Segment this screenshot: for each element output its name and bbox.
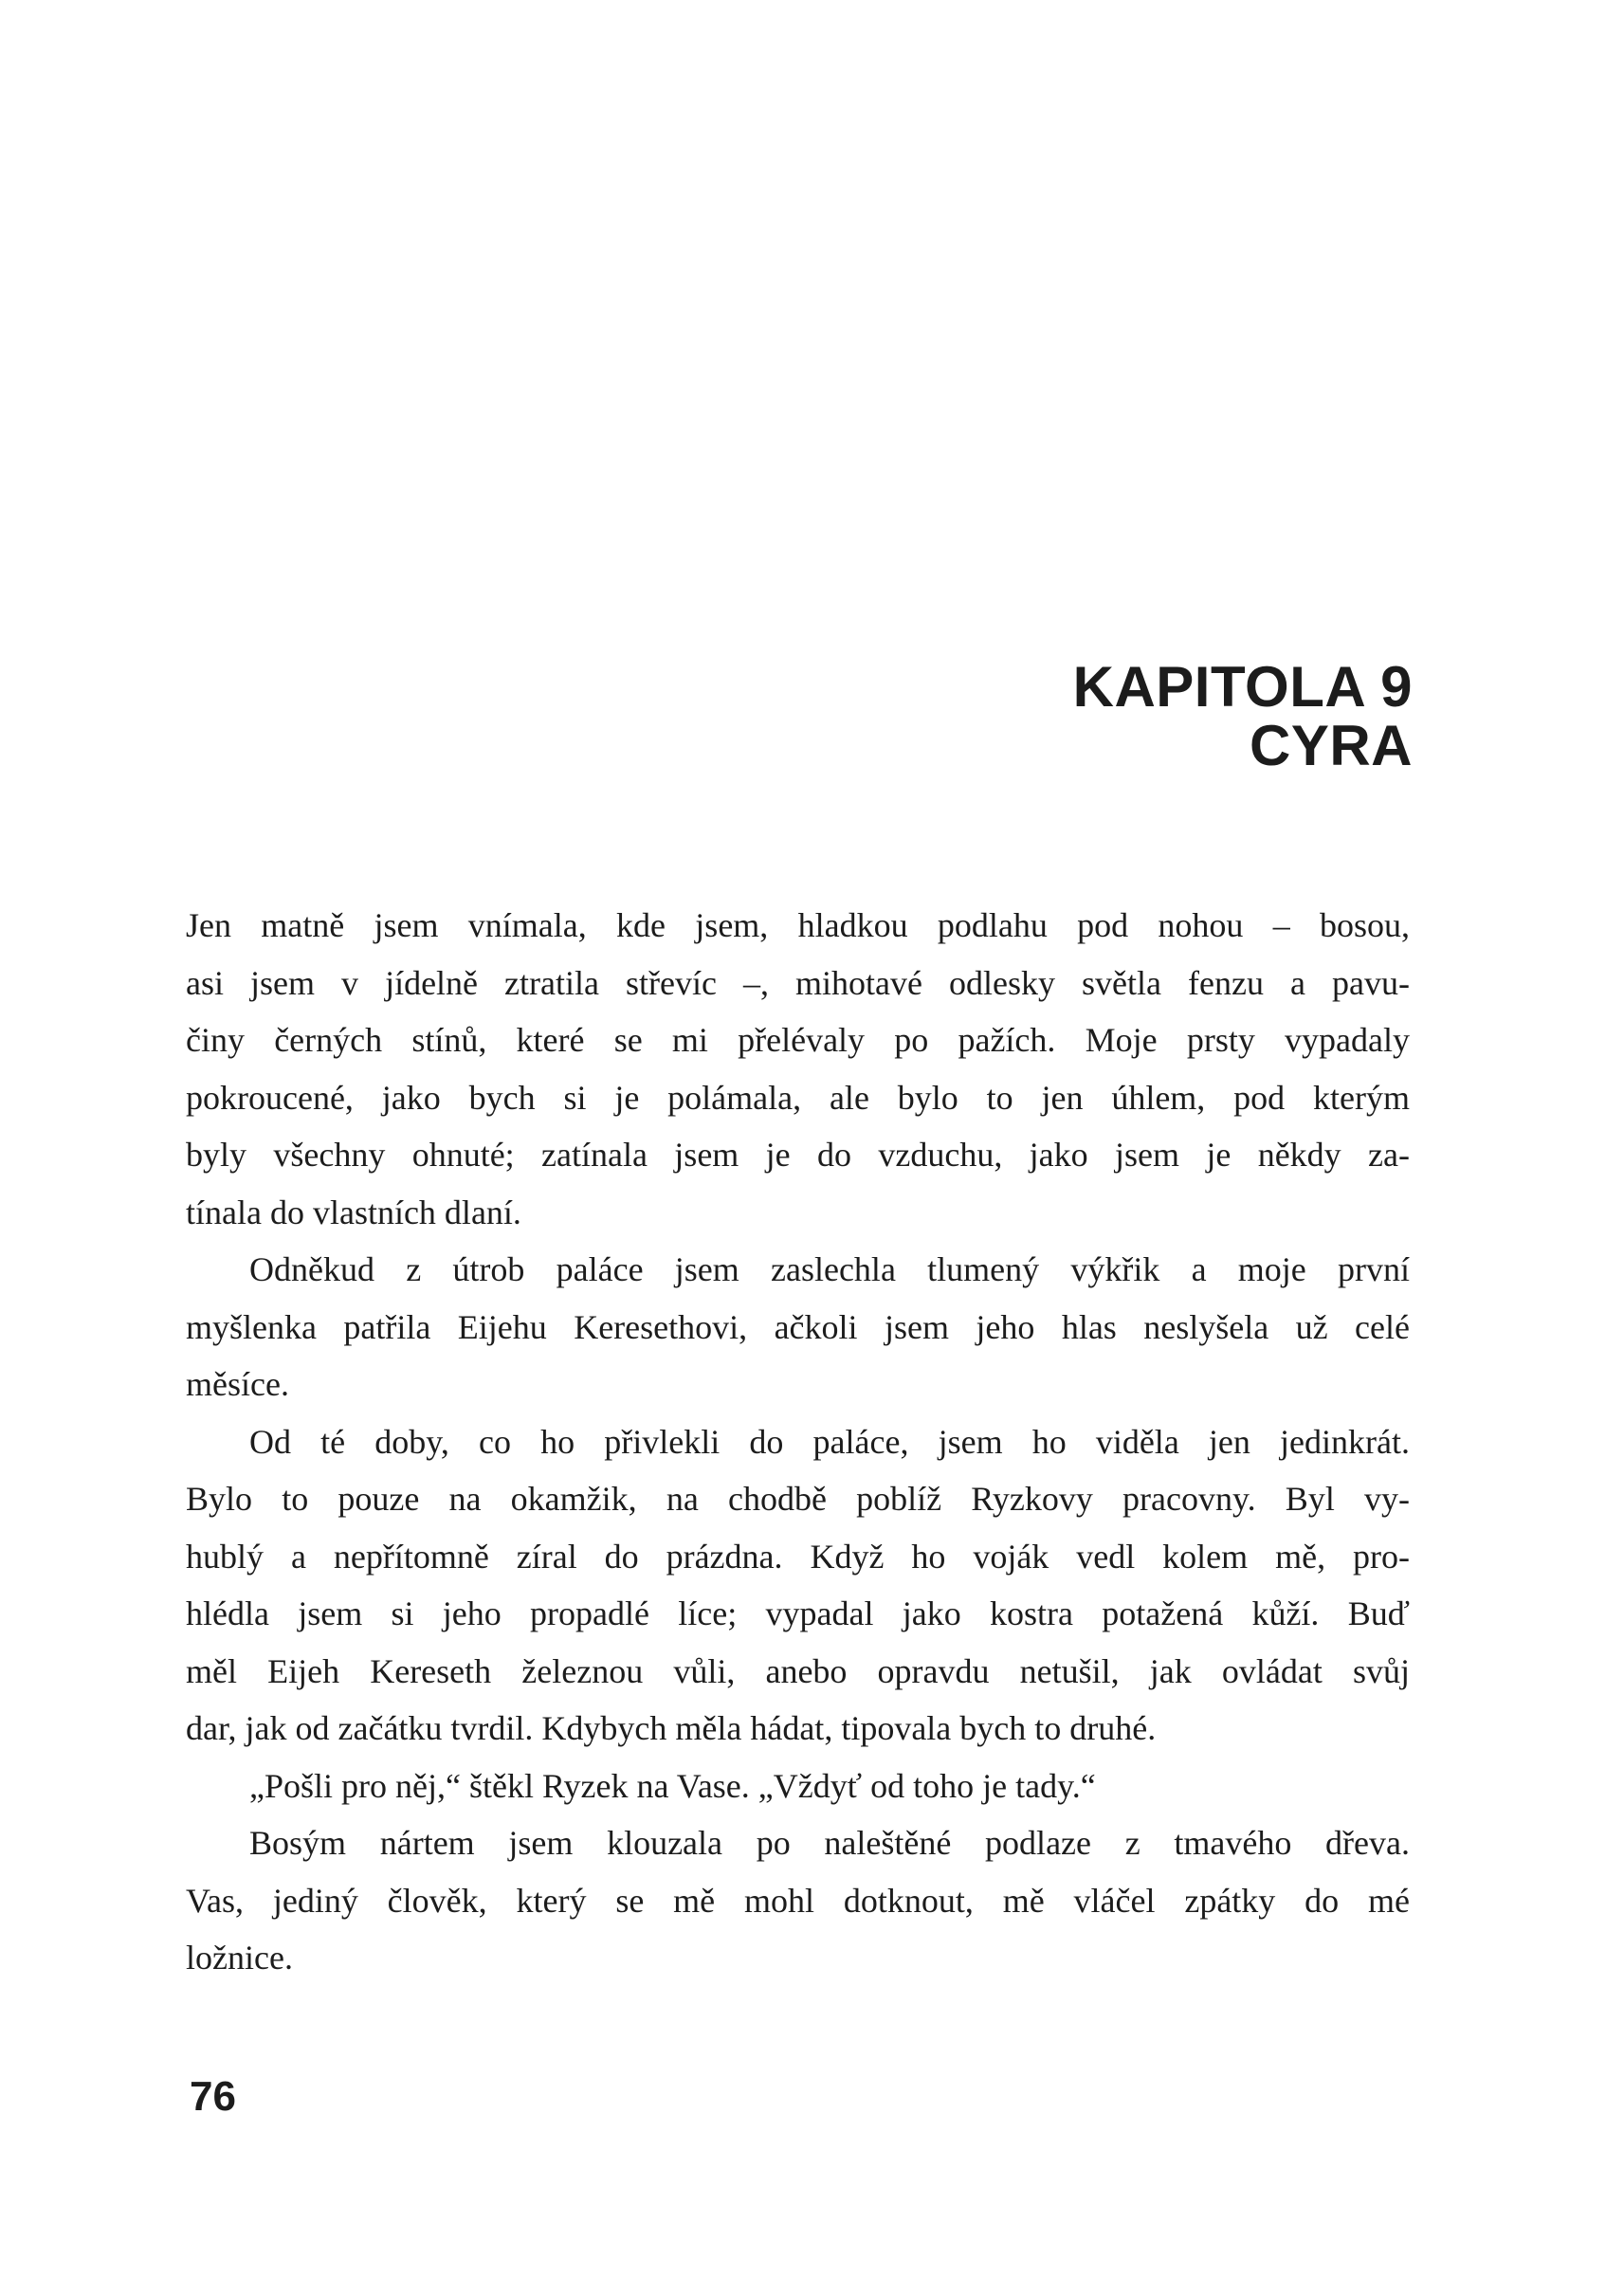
text-line: Odněkud z útrob paláce jsem zaslechla tlumený výkřik a moje první [249, 1250, 1410, 1288]
text-line: asi jsem v jídelně ztratila střevíc –, mihotavé odlesky světla fenzu a pavu- [186, 963, 1410, 1002]
text-line: dar, jak od začátku tvrdil. Kdybych měla hádat, tipovala bych to druhé. [186, 1709, 1157, 1747]
text-line: ložnice. [186, 1939, 293, 1977]
text-line: měsíce. [186, 1365, 289, 1403]
text-line: byly všechny ohnuté; zatínala jsem je do vzduchu, jako jsem je někdy za- [186, 1136, 1410, 1174]
text-line: Bosým nártem jsem klouzala po naleštěné podlaze z tmavého dřeva. [249, 1824, 1410, 1862]
text-line: „Pošli pro něj,“ štěkl Ryzek na Vase. „Vždyť od toho je tady.“ [249, 1766, 1096, 1805]
text-line: hublý a nepřítomně zíral do prázdna. Když ho voják vedl kolem mě, pro- [186, 1537, 1410, 1576]
chapter-title: CYRA [1249, 714, 1413, 777]
text-line: myšlenka patřila Eijehu Keresethovi, ačkoli jsem jeho hlas neslyšela už celé [186, 1307, 1410, 1346]
text-line: měl Eijeh Kereseth železnou vůli, anebo opravdu netušil, jak ovládat svůj [186, 1651, 1410, 1690]
text-line: Vas, jediný člověk, který se mě mohl dotknout, mě vláčel zpátky do mé [186, 1881, 1410, 1920]
chapter-heading [1072, 655, 1413, 777]
text-line: Jen matně jsem vnímala, kde jsem, hladkou podlahu pod nohou – bosou, [186, 906, 1410, 944]
text-line: Od té doby, co ho přivlekli do paláce, jsem ho viděla jen jedinkrát. [249, 1422, 1410, 1461]
text-line: činy černých stínů, které se mi přelévaly po pažích. Moje prsty vypadaly [186, 1021, 1410, 1059]
body-text [186, 897, 1410, 1987]
chapter-number: KAPITOLA 9 [1072, 655, 1413, 719]
text-line: Bylo to pouze na okamžik, na chodbě poblíž Ryzkovy pracovny. Byl vy- [186, 1480, 1410, 1518]
text-line: tínala do vlastních dlaní. [186, 1193, 521, 1231]
page-number: 76 [190, 2073, 236, 2120]
text-line: hlédla jsem si jeho propadlé líce; vypadal jako kostra potažená kůží. Buď [186, 1594, 1410, 1632]
text-line: pokroucené, jako bych si je polámala, ale bylo to jen úhlem, pod kterým [186, 1078, 1410, 1117]
